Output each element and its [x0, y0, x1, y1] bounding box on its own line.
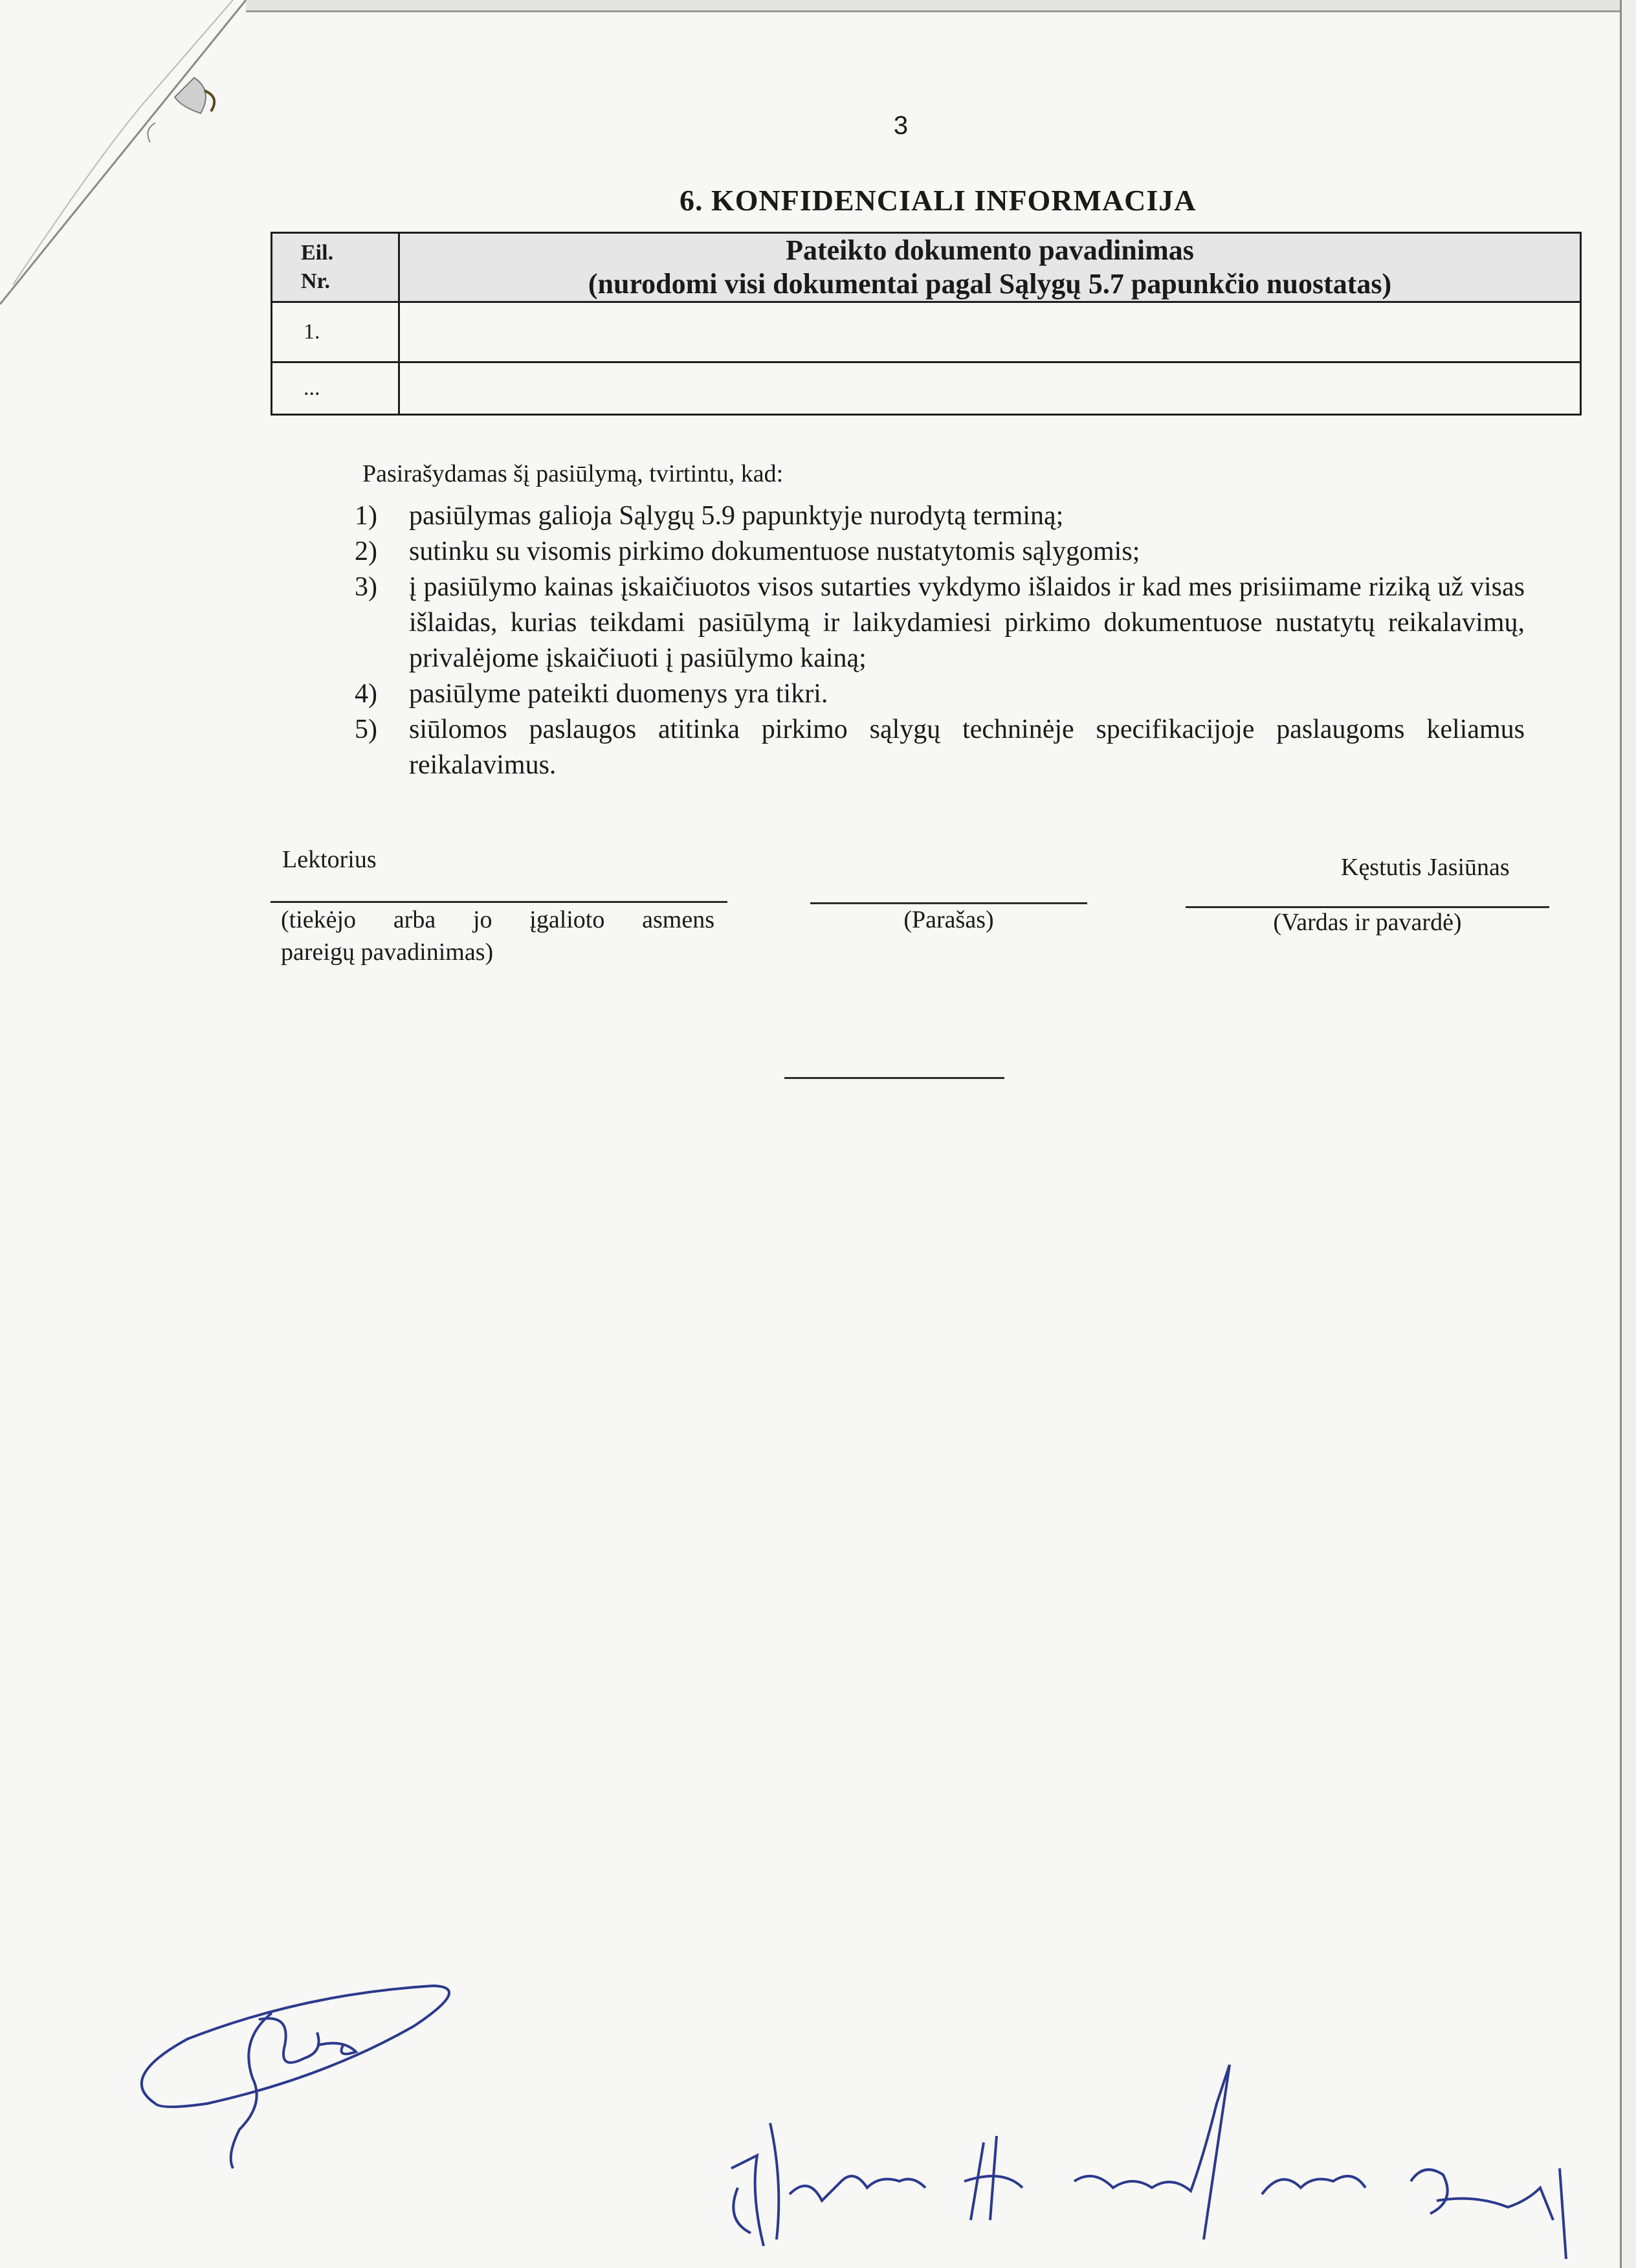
- list-item-number: 5): [355, 715, 377, 744]
- list-item-text: pasiūlymas galioja Sąlygų 5.9 papunktyje nurodytą terminą;: [409, 501, 1064, 531]
- position-caption: [281, 904, 714, 968]
- header-document-name: [399, 233, 1581, 302]
- declaration-list: [355, 498, 1525, 783]
- page-number: 3: [893, 111, 909, 140]
- list-item-number: 3): [355, 572, 377, 602]
- scan-right-edge: [1620, 0, 1636, 2268]
- list-item: [355, 712, 1525, 783]
- row-number-cell: 1.: [272, 302, 399, 362]
- header-row-number: [272, 233, 399, 302]
- table-row: [272, 362, 1581, 415]
- list-item-text: pasiūlyme pateikti duomenys yra tikri.: [409, 679, 828, 709]
- header-title-line2: (nurodomi visi dokumentai pagal Sąlygų 5.7 papunkčio nuostatas): [588, 268, 1392, 300]
- caption-word: jo: [472, 906, 492, 933]
- end-divider: [784, 1077, 1004, 1079]
- list-item-number: 4): [355, 679, 377, 709]
- position-value: Lektorius: [282, 846, 377, 873]
- list-item-number: 1): [355, 501, 377, 531]
- document-name-cell: [399, 302, 1581, 362]
- table-header-row: [272, 233, 1581, 302]
- handwritten-initials-row: [712, 2026, 1631, 2268]
- list-item: [355, 570, 1525, 676]
- list-item: [355, 498, 1525, 534]
- section-title: 6. KONFIDENCIALI INFORMACIJA: [680, 184, 1197, 217]
- header-nr-line1: Eil.: [301, 241, 334, 265]
- caption-position-line2: pareigų pavadinimas): [281, 939, 494, 966]
- position-line: [271, 901, 727, 903]
- handwritten-signature-left: [110, 1948, 472, 2181]
- confidential-documents-table: [271, 232, 1582, 416]
- folded-corner-graphic: [0, 0, 272, 362]
- caption-word: arba: [393, 906, 436, 933]
- document-name-cell: [399, 362, 1581, 415]
- name-value: Kęstutis Jasiūnas: [1341, 854, 1510, 881]
- caption-word: asmens: [642, 906, 714, 933]
- header-title-line1: Pateikto dokumento pavadinimas: [786, 234, 1194, 266]
- row-number-cell: ...: [272, 362, 399, 415]
- header-nr-line2: Nr.: [301, 269, 331, 293]
- signature-caption: (Parašas): [903, 906, 994, 933]
- list-item: [355, 534, 1525, 570]
- name-caption: (Vardas ir pavardė): [1273, 909, 1462, 936]
- list-item-number: 2): [355, 537, 377, 566]
- list-item: [355, 676, 1525, 712]
- table-row: [272, 302, 1581, 362]
- caption-word: įgalioto: [529, 906, 605, 933]
- list-item-text: siūlomos paslaugos atitinka pirkimo sąlygų techninėje specifikacijoje paslaugoms keliamus reikalavimus.: [409, 715, 1525, 780]
- list-item-text: sutinku su visomis pirkimo dokumentuose nustatytomis sąlygomis;: [409, 537, 1140, 566]
- list-item-text: į pasiūlymo kainas įskaičiuotos visos sutarties vykdymo išlaidos ir kad mes prisiimame riziką už visas išlaidas, kurias teikdami pasiūlymą ir laikydamiesi pirkimo dokumentuose nustatytų reikalavimų, privalėjome įskaičiuoti į pasiūlymo kainą;: [409, 572, 1525, 673]
- caption-word: (tiekėjo: [281, 906, 357, 933]
- scan-top-edge: [246, 0, 1636, 12]
- declaration-intro: Pasirašydamas šį pasiūlymą, tvirtintu, kad:: [362, 460, 784, 487]
